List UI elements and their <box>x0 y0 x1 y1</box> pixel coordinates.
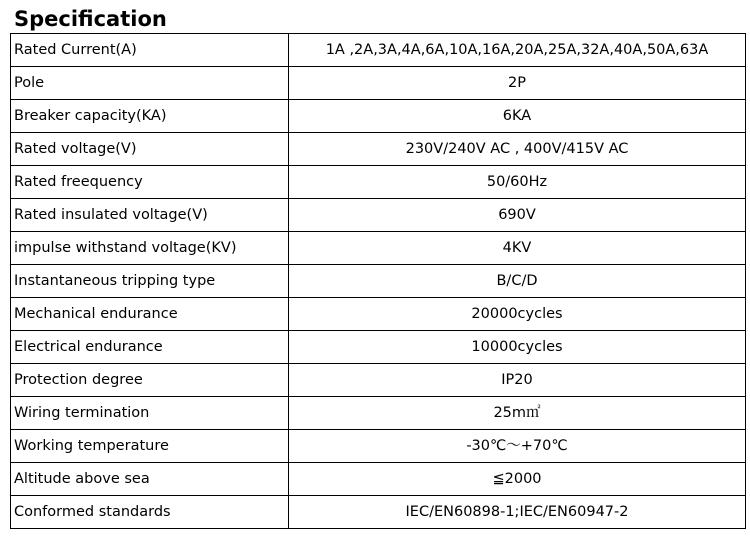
row-value: 230V/240V AC , 400V/415V AC <box>289 133 746 166</box>
table-row <box>11 67 746 100</box>
row-label: Working temperature <box>11 430 289 463</box>
row-label: Rated voltage(V) <box>11 133 289 166</box>
table-row <box>11 199 746 232</box>
table-row <box>11 397 746 430</box>
row-label: Wiring termination <box>11 397 289 430</box>
table-row <box>11 463 746 496</box>
table-row <box>11 166 746 199</box>
row-label: Rated insulated voltage(V) <box>11 199 289 232</box>
row-value: 20000cycles <box>289 298 746 331</box>
row-label: Electrical endurance <box>11 331 289 364</box>
table-row <box>11 298 746 331</box>
table-row <box>11 496 746 529</box>
row-value: 50/60Hz <box>289 166 746 199</box>
row-label: impulse withstand voltage(KV) <box>11 232 289 265</box>
row-label: Rated freequency <box>11 166 289 199</box>
page-title: Specification <box>14 7 167 31</box>
table-row <box>11 100 746 133</box>
specification-table <box>10 33 746 529</box>
table-row <box>11 430 746 463</box>
row-value: IEC/EN60898-1;IEC/EN60947-2 <box>289 496 746 529</box>
row-value: -30℃～+70℃ <box>289 430 746 463</box>
table-row <box>11 232 746 265</box>
row-value: 6KA <box>289 100 746 133</box>
row-label: Protection degree <box>11 364 289 397</box>
table-row <box>11 133 746 166</box>
row-value: 4KV <box>289 232 746 265</box>
row-label: Rated Current(A) <box>11 34 289 67</box>
row-label: Altitude above sea <box>11 463 289 496</box>
row-label: Conformed standards <box>11 496 289 529</box>
row-label: Pole <box>11 67 289 100</box>
row-value: IP20 <box>289 364 746 397</box>
row-label: Mechanical endurance <box>11 298 289 331</box>
row-value: 25m㎡ <box>289 397 746 430</box>
table-row <box>11 331 746 364</box>
table-row <box>11 364 746 397</box>
row-label: Breaker capacity(KA) <box>11 100 289 133</box>
row-value: ≦2000 <box>289 463 746 496</box>
table-row <box>11 265 746 298</box>
row-value: B/C/D <box>289 265 746 298</box>
row-value: 690V <box>289 199 746 232</box>
row-value: 2P <box>289 67 746 100</box>
row-value: 10000cycles <box>289 331 746 364</box>
table-row <box>11 34 746 67</box>
row-value: 1A ,2A,3A,4A,6A,10A,16A,20A,25A,32A,40A,50A,63A <box>289 34 746 67</box>
row-label: Instantaneous tripping type <box>11 265 289 298</box>
